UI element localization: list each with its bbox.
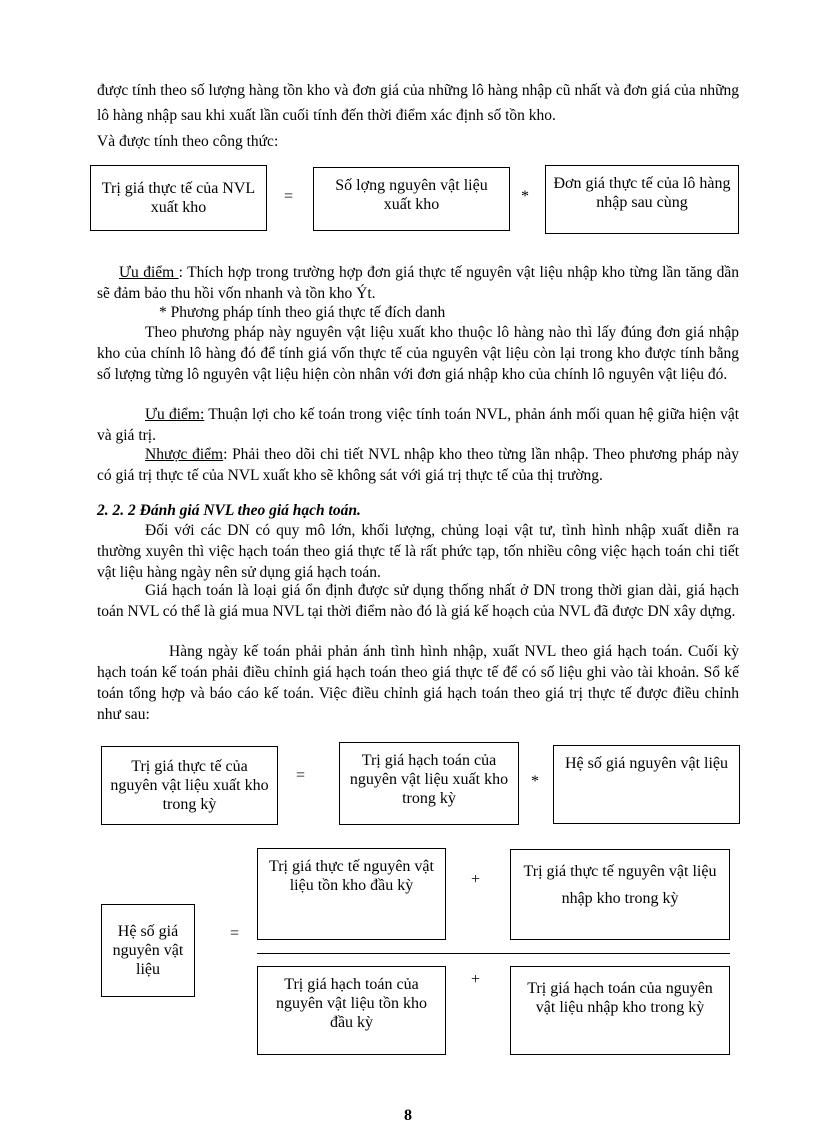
formula2-right-box: Hệ số giá nguyên vật liệu — [553, 745, 740, 824]
formula3-fraction-bar — [257, 953, 730, 954]
section-heading: 2. 2. 2 Đánh giá NVL theo giá hạch toán. — [97, 502, 361, 519]
formula3-denominator-left-box: Trị giá hạch toán của nguyên vật liệu tồn kho đầu kỳ — [257, 966, 446, 1055]
formula2-left-box: Trị giá thực tế của nguyên vật liệu xuất kho trong kỳ — [101, 746, 278, 825]
formula3-numerator-plus: + — [471, 871, 481, 888]
paragraph-advantage-2: Ưu điểm: Thuận lợi cho kế toán trong việc tính toán NVL, phản ánh mối quan hệ giữa hiện vật và giá trị. — [97, 406, 739, 444]
formula2-mid-box: Trị giá hạch toán của nguyên vật liệu xuất kho trong kỳ — [339, 742, 519, 825]
formula1-left-box: Trị giá thực tế của NVL xuất kho — [90, 165, 267, 231]
formula3-numerator-right-box: Trị giá thực tế nguyên vật liệu nhập kho trong kỳ — [510, 849, 730, 940]
formula3-numerator-left-box: Trị giá thực tế nguyên vật liệu tồn kho đầu kỳ — [257, 848, 446, 940]
formula3-equals: = — [230, 925, 240, 942]
intro-formula-lead: Và được tính theo công thức: — [97, 133, 279, 150]
formula1-multiply: * — [521, 188, 529, 205]
paragraph-method-body: Theo phương pháp này nguyên vật liệu xuất kho thuộc lô hàng nào thì lấy đúng đơn giá nhập kho của chính lô hàng đó để tính giá vốn thực tế của nguyên vật liệu còn lại trong kho được tính bằng số lượng từng lô nguyên vật liệu hiện còn nhân với đơn giá nhập kho của chính lô nguyên vật liệu đó. — [97, 324, 739, 383]
formula1-mid-box: Số lợng nguyên vật liệu xuất kho — [313, 167, 510, 231]
formula3-left-box: Hệ số giá nguyên vật liệu — [101, 904, 195, 997]
formula1-right-box: Đơn giá thực tế của lô hàng nhập sau cùng — [545, 165, 739, 234]
intro-paragraph: được tính theo số lượng hàng tồn kho và đơn giá của những lô hàng nhập cũ nhất và đơn giá của những lô hàng nhập sau khi xuất lần cuối tính đến thời điểm xác định số tồn kho. — [97, 82, 739, 124]
formula2-equals: = — [296, 767, 306, 784]
paragraph-advantage-1: Ưu điểm : Thích hợp trong trường hợp đơn giá thực tế nguyên vật liệu nhập kho từng lần tăng dần sẽ đảm bảo thu hồi vốn nhanh và tồn kho Ýt. — [97, 264, 739, 302]
formula3-denominator-plus: + — [471, 971, 481, 988]
paragraph-disadvantage: Nhược điểm: Phải theo dõi chi tiết NVL nhập kho theo từng lần nhập. Theo phương pháp này có giá trị thực tế của NVL xuất kho sẽ không sát với giá trị thực tế của thị trường. — [97, 446, 739, 484]
page-number: 8 — [404, 1107, 412, 1124]
formula3-denominator-right-box: Trị giá hạch toán của nguyên vật liệu nhập kho trong kỳ — [510, 966, 730, 1055]
paragraph-planned-price-1: Đối với các DN có quy mô lớn, khối lượng, chủng loại vật tư, tình hình nhập xuất diễn ra thường xuyên thì việc hạch toán theo giá thực tế là rất phức tạp, tốn nhiều công việc hạch toán chi tiết vật liệu hàng ngày nên sử dụng giá hạch toán. — [97, 522, 739, 581]
formula2-multiply: * — [531, 773, 539, 790]
paragraph-method-title: * Phương pháp tính theo giá thực tế đích danh — [159, 304, 446, 321]
formula1-equals: = — [284, 188, 294, 205]
paragraph-planned-price-3: Hàng ngày kế toán phải phản ánh tình hình nhập, xuất NVL theo giá hạch toán. Cuối kỳ hạch toán kế toán phải điều chỉnh giá hạch toán theo giá thực tế để có số liệu ghi vào tài khoản. Sổ kế toán tổng hợp và báo cáo kế toán. Việc điều chỉnh giá hạch toán theo giá trị thực tế được điều chỉnh như sau: — [97, 643, 739, 723]
paragraph-planned-price-2: Giá hạch toán là loại giá ổn định được sử dụng thống nhất ở DN trong thời gian dài, giá hạch toán NVL có thể là giá mua NVL tại thời điểm nào đó là giá kế hoạch của NVL đã được DN xây dựng. — [97, 582, 739, 620]
